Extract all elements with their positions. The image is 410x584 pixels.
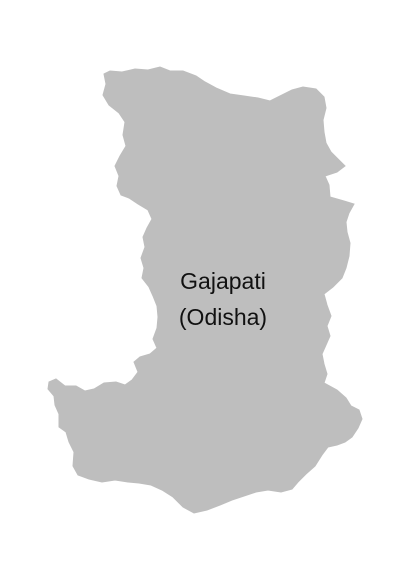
state-name-label: (Odisha)	[178, 304, 268, 330]
district-name-label: Gajapati	[180, 268, 266, 294]
